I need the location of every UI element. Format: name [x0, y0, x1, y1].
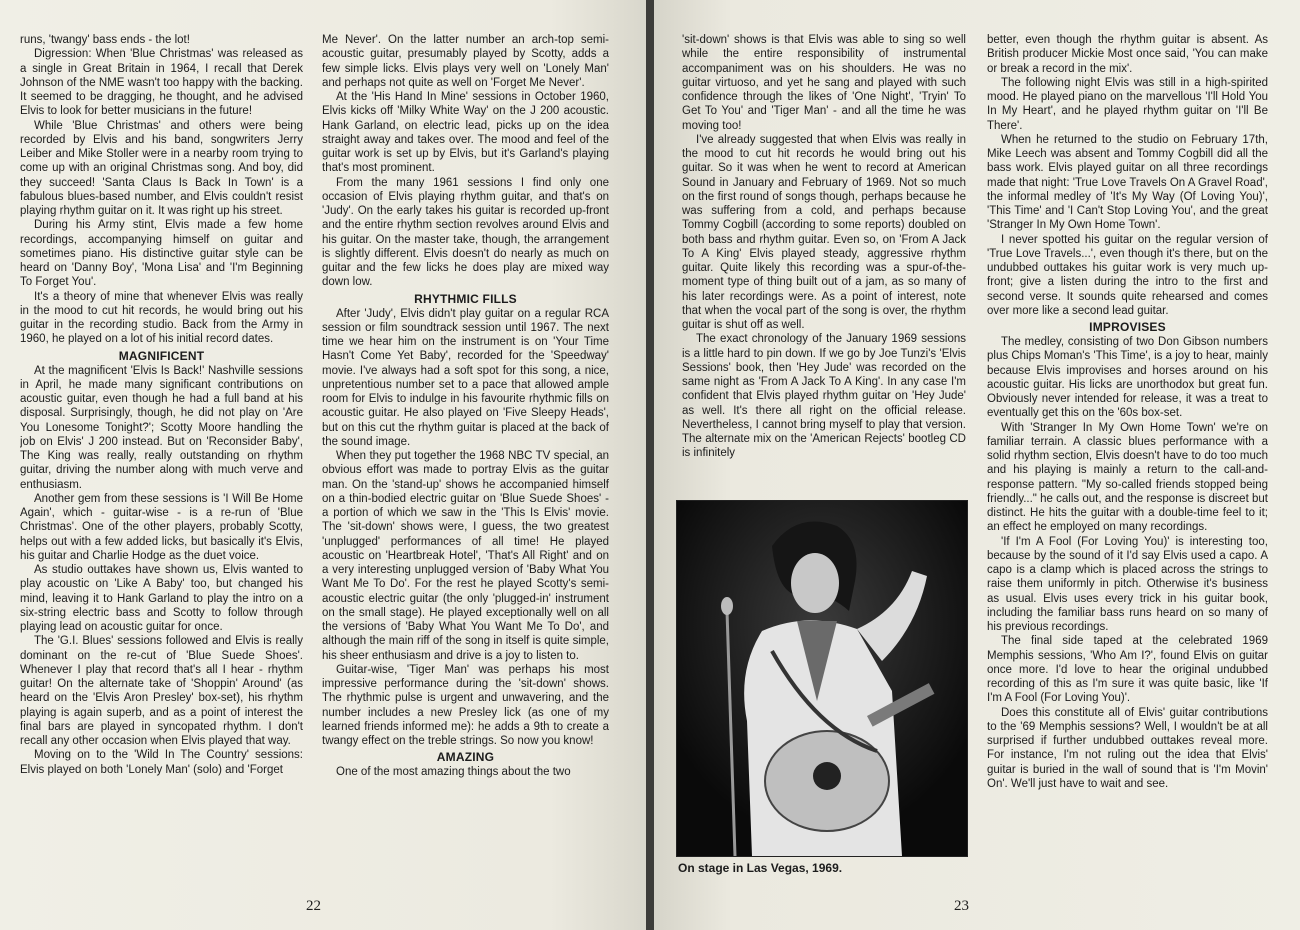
section-heading: RHYTHMIC FILLS: [414, 291, 517, 306]
paragraph: One of the most amazing things about the two: [336, 766, 571, 779]
paragraph: During his Army stint, Elvis made a few home recordings, accompanying himself on guitar and sometimes piano. His distinctive guitar style can be heard on 'Danny Boy', 'Mona Lisa' and 'I'm Beginning To Forget You'.: [20, 219, 303, 289]
paragraph: When he returned to the studio on February 17th, Mike Leech was absent and Tommy Cogbill did all the bass work. Elvis played guitar on all three recordings made that night: 'True Love Travels On A Gravel Road', the informal medley of 'It's My Way (Of Loving You)', 'This Time' and 'I Can't Stop Loving You', and the great 'Stranger In My Own Home Town'.: [987, 133, 1268, 232]
left-page: [0, 0, 646, 930]
paragraph: Guitar-wise, 'Tiger Man' was perhaps his most impressive performance during the 'sit-down' shows. The rhythmic pulse is urgent and unwavering, and the number includes a new Presley lick (as one of my learned friends informed me): he adds a 9th to create a twangy effect on the treble strings. So now you know!: [322, 663, 609, 747]
paragraph: The following night Elvis was still in a high-spirited mood. He played piano on the marvellous 'I'll Hold You In My Heart', and he played rhythm guitar on 'I'll Be There'.: [987, 76, 1268, 132]
paragraph: As studio outtakes have shown us, Elvis wanted to play acoustic on 'Like A Baby' too, but changed his mind, leaving it to Hank Garland to play the intro on a six-string electric bass and Scotty to follow through playing lead on acoustic guitar for once.: [20, 564, 303, 633]
photo-caption: On stage in Las Vegas, 1969.: [678, 861, 843, 875]
paragraph: Does this constitute all of Elvis' guitar contributions to the '69 Memphis sessions? Well, I wouldn't be at all surprised if further undubbed outtakes reveal more. For instance, I'm not ruling out the idea that Elvis' guitar is buried in the wall of sound that is 'I'm Movin' On'. We'll just have to wait and see.: [987, 706, 1268, 790]
section-heading: AMAZING: [436, 750, 495, 765]
left-column-2: [322, 33, 609, 893]
paragraph: From the many 1961 sessions I find only one occasion of Elvis playing rhythm guitar, and that's on 'Judy'. On the early takes his guitar is recorded up-front and the entire rhythm section revolves around Elvis and his guitar. On the master take, though, the arrangement is slightly different. Elvis doesn't do nearly as much on guitar and the few licks he does play are mixed way down low.: [322, 176, 609, 289]
paragraph: Digression: When 'Blue Christmas' was released as a single in Great Britain in 1964, I recall that Derek Johnson of the NME wasn't too happy with the backing. It seemed to be dragging, he thought, and he advised Elvis to look for better musicians in the future!: [20, 48, 303, 118]
paragraph: The 'G.I. Blues' sessions followed and Elvis is really dominant on the re-cut of 'Blue Suede Shoes'. Whenever I play that record that's all I hear - rhythm guitar! On the alternate take of 'Shoppin' Around' (as heard on the 'Elvis Aron Presley' box-set), his rhythm playing is again superb, and as a point of interest the final bars are played in syncopated rhythm. I don't recall any other occasion when Elvis played that way.: [20, 635, 303, 747]
paragraph: After 'Judy', Elvis didn't play guitar on a regular RCA session or film soundtrack session until 1967. The next time we hear him on the instrument is on 'Your Time Hasn't Come Yet Baby', recorded for the 'Speedway' movie. I've always had a soft spot for this song, a nice, unpretentious number set to a pace that allowed ample room for Elvis to indulge in his favourite rhythmic fills on acoustic guitar. He also played on 'Five Sleepy Heads', but on this cut the rhythm guitar is placed at the back of the sound image.: [322, 307, 609, 448]
paragraph: 'If I'm A Fool (For Loving You)' is interesting too, because by the sound of it I'd say Elvis used a capo. A capo is a clamp which is placed across the strings to raise them uniformly in pitch. Otherwise it's business as usual. Elvis uses every trick in his guitar book, including the familiar bass runs heard on so many of his previous recordings.: [987, 535, 1268, 633]
page-number-right: 23: [954, 898, 969, 914]
paragraph: better, even though the rhythm guitar is absent. As British producer Mickie Most once said, 'You can make or break a record in the mix'.: [987, 34, 1268, 75]
paragraph: While 'Blue Christmas' and others were being recorded by Elvis and his band, songwriters Jerry Leiber and Mike Stoller were in a nearby room trying to come up with an original Christmas song. And boy, did they succeed! 'Santa Claus Is Back In Town' is a fabulous blues-based number, and Elvis couldn't resist playing rhythm guitar on it. It was right up his street.: [20, 119, 303, 217]
book-gutter: [646, 0, 654, 930]
concert-photo: [676, 500, 968, 857]
left-column-1: [20, 33, 303, 893]
right-column-2: [987, 33, 1268, 893]
paragraph: The medley, consisting of two Don Gibson numbers plus Chips Moman's 'This Time', is a joy to hear, mainly because Elvis improvises and horses around on his acoustic guitar. His licks are unorthodox but great fun. Obviously never intended for release, it was a treat to eventually get this on the '60s box-set.: [987, 336, 1268, 420]
right-column-1: [682, 33, 966, 495]
paragraph: Another gem from these sessions is 'I Will Be Home Again', which - guitar-wise - is a re-run of 'Blue Christmas'. One of the other players, probably Scotty, helps out with a few added licks, but basically it's Elvis, his guitar and Charlie Hodge as the duet voice.: [20, 492, 303, 562]
paragraph: At the magnificent 'Elvis Is Back!' Nashville sessions in April, he made many significant contributions on acoustic guitar, even though he had a full band at his disposal. Surprisingly, though, he did not play on 'Are You Lonesome Tonight?'; Scotty Moore handling the job on Elvis' J 200 instead. But on 'Reconsider Baby', The King was really, really outstanding on rhythm guitar, driving the number along with much verve and enthusiasm.: [20, 364, 303, 491]
paragraph: Me Never'. On the latter number an arch-top semi-acoustic guitar, presumably played by Scotty, adds a few simple licks. Elvis plays very well on 'Lonely Man' and perhaps not quite as well on 'Forget Me Never'.: [322, 34, 609, 89]
paragraph: Moving on to the 'Wild In The Country' sessions: Elvis played on both 'Lonely Man' (solo) and 'Forget: [20, 749, 303, 776]
paragraph: The final side taped at the celebrated 1969 Memphis sessions, 'Who Am I?', found Elvis on guitar once more. I'd love to hear the original undubbed recording of this as I'm sure it was quite basic, like 'If I'm A Fool (For Loving You)'.: [987, 635, 1268, 705]
paragraph: The exact chronology of the January 1969 sessions is a little hard to pin down. If we go by Joe Tunzi's 'Elvis Sessions' book, then 'Hey Jude' was recorded on the same night as 'From A Jack To A King'. In any case I'm confident that Elvis played rhythm guitar on 'Hey Jude' as well. It's there all right on the official release. Nevertheless, I cannot bring myself to play that version. The alternate mix on the 'American Rejects' bootleg CD is infinitely: [682, 333, 966, 460]
section-heading: MAGNIFICENT: [118, 348, 205, 363]
paragraph: I've already suggested that when Elvis was really in the mood to cut hit records he would bring out his guitar. So it was when he went to record at American Sound in January and February of 1969. Not so much on the first round of songs though, perhaps because he was suffering from a cold, and perhaps because Tommy Cogbill (according to some reports) doubled on both bass and rhythm guitar. Even so, on 'From A Jack To A King' Elvis played steady, aggressive rhythm guitar. Quite likely this recording was a spur-of-the-moment type of thing built out of a jam, as so many of his later recordings were. As a point of interest, note that when the vocal part of the song is over, the rhythm guitar is shut off as well.: [682, 133, 966, 331]
paragraph: 'sit-down' shows is that Elvis was able to sing so well while the entire responsibility of instrumental accompaniment was on his shoulders. He was no guitar virtuoso, and yet he sang and played with such confidence through the likes of 'One Night', 'Tryin' To Get To You' and 'Tiger Man' - and all the time he was moving too!: [682, 34, 966, 132]
paragraph: I never spotted his guitar on the regular version of 'True Love Travels...', even though it's there, but on the undubbed outtakes his guitar work is very much up-front; give a listen during the intro to the first and second verse. It sounds quite rehearsed and comes over more like a second lead guitar.: [987, 233, 1268, 317]
paragraph: With 'Stranger In My Own Home Town' we're on familiar terrain. A classic blues performance with a solid rhythm section, Elvis doesn't have to do too much and his playing is mainly a return to the call-and-response pattern. "My so-called friends stopped being friendly..." he calls out, and the response is discreet but distinct. He hits the guitar with a double-time feel to it; an effect he employed on many recordings.: [987, 421, 1268, 534]
section-heading: IMPROVISES: [1089, 320, 1166, 334]
paragraph: When they put together the 1968 NBC TV special, an obvious effort was made to portray Elvis as the guitar man. On the 'stand-up' shows he accompanied himself on a thin-bodied electric guitar on 'Blue Suede Shoes' - a portion of which we saw in the 'This Is Elvis' movie. The 'sit-down' shows were, I guess, the two greatest 'unplugged' performances of all time! He played acoustic on 'Heartbreak Hotel', 'That's All Right' and on a very interesting unplugged version of 'Baby What You Want Me To Do'. For the rest he played Scotty's semi-acoustic electric guitar (the only 'plugged-in' instrument on the small stage). He played exceptionally well on all the versions of 'Baby What You Want Me To Do', and although the main riff of the song in itself is quite simple, his sheer enthusiasm and drive is a joy to listen to.: [322, 450, 609, 662]
paragraph: At the 'His Hand In Mine' sessions in October 1960, Elvis kicks off 'Milky White Way' on the J 200 acoustic. Hank Garland, on electric lead, picks up on the idea straight away and takes over. The mood and feel of the guitar work is set up by Elvis, but it's Garland's playing that's most prominent.: [322, 91, 609, 175]
page-number-left: 22: [306, 898, 321, 914]
paragraph: runs, 'twangy' bass ends - the lot!: [20, 34, 190, 46]
paragraph: It's a theory of mine that whenever Elvis was really in the mood to cut hit records, he would bring out his guitar in the recording studio. Back from the Army in 1960, he played on a lot of his initial record dates.: [20, 290, 303, 346]
